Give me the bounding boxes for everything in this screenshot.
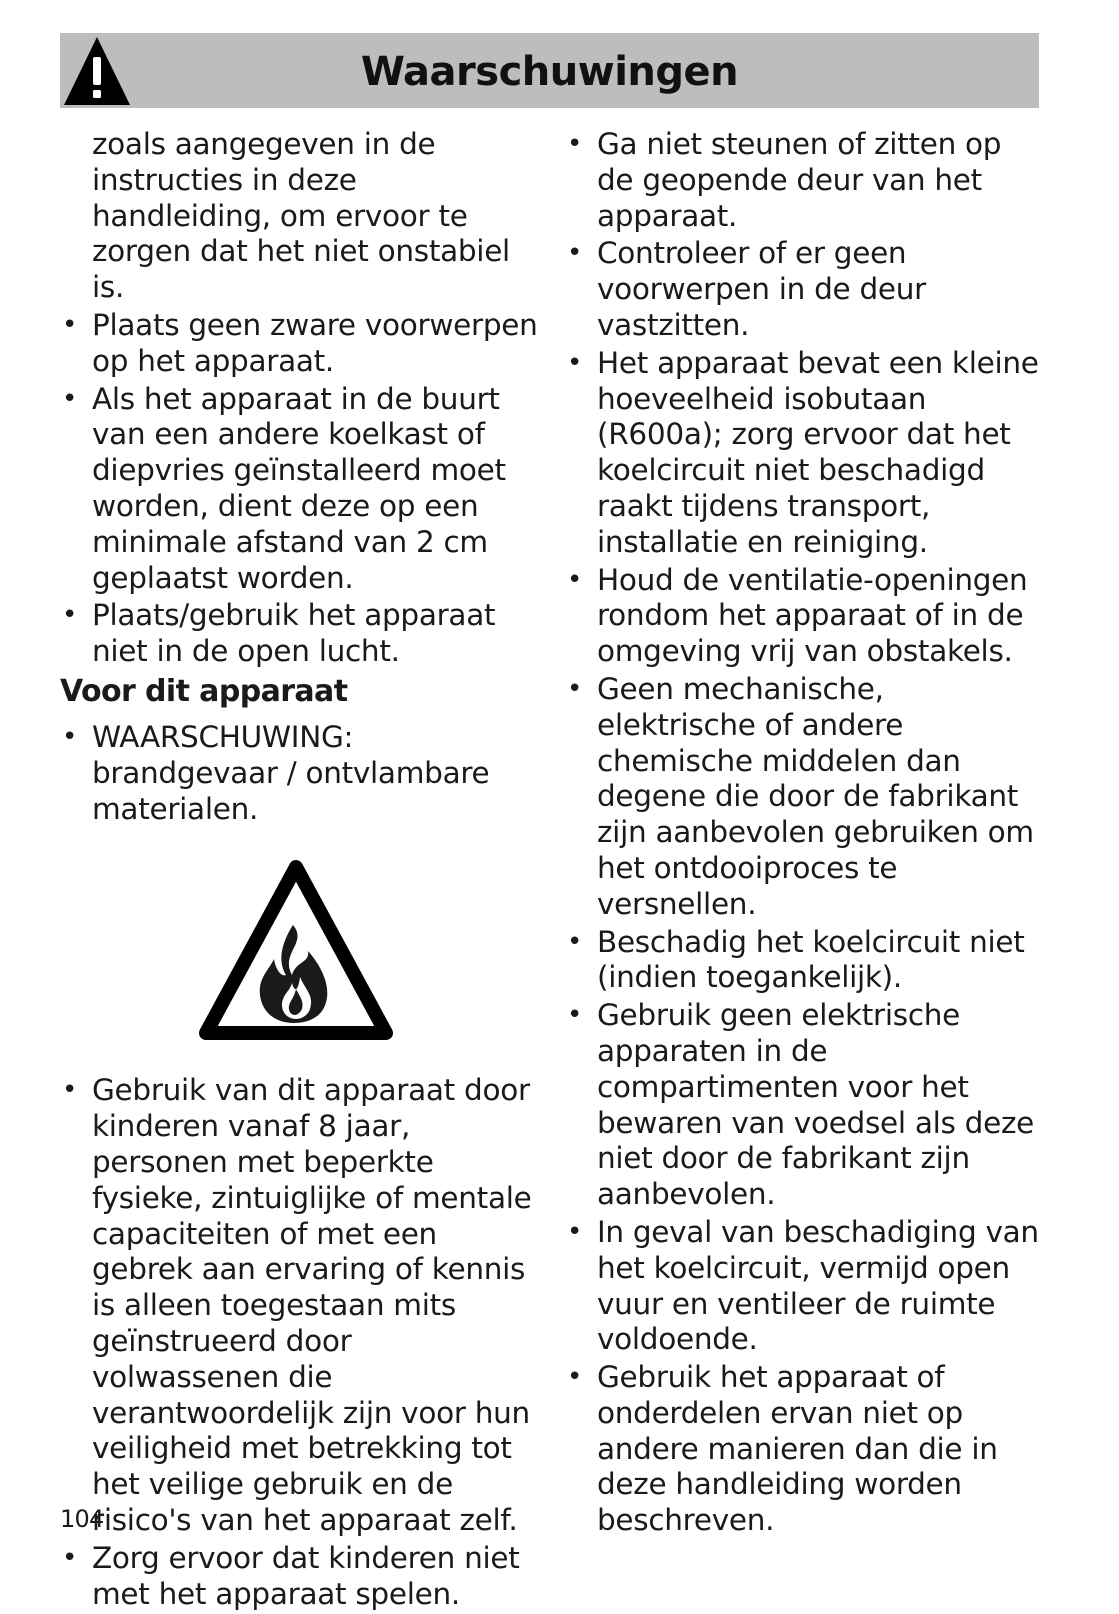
left-column <box>60 127 540 1614</box>
list-item: • Plaats geen zware voorwerpen op het apparaat. <box>60 308 540 380</box>
flammable-warning-icon <box>196 855 396 1045</box>
list-item: • In geval van beschadiging van het koelcircuit, vermijd open vuur en ventileer de ruimte voldoende. <box>565 1215 1045 1358</box>
list-item: • Controleer of er geen voorwerpen in de deur vastzitten. <box>565 236 1045 343</box>
intro-continuation: zoals aangegeven in de instructies in deze handleiding, om ervoor te zorgen dat het niet onstabiel is. <box>92 127 510 305</box>
warning-list-item: • WAARSCHUWING: brandgevaar / ontvlambare materialen. <box>60 720 540 827</box>
list-item: • Zorg ervoor dat kinderen niet met het apparaat spelen. <box>60 1541 540 1613</box>
list-item: • Als het apparaat in de buurt van een andere koelkast of diepvries geïnstalleerd moet worden, dient deze op een minimale afstand van 2 cm geplaatst worden. <box>60 382 540 597</box>
list-item: • Gebruik geen elektrische apparaten in de compartimenten voor het bewaren van voedsel als deze niet door de fabrikant zijn aanbevolen. <box>565 998 1045 1213</box>
list-item: • Beschadig het koelcircuit niet (indien toegankelijk). <box>565 925 1045 997</box>
list-item: • Plaats/gebruik het apparaat niet in de open lucht. <box>60 598 540 670</box>
section-header <box>60 33 1039 108</box>
subheading: Voor dit apparaat <box>60 673 348 709</box>
list-item: • Ga niet steunen of zitten op de geopende deur van het apparaat. <box>565 127 1045 234</box>
list-item: • Gebruik van dit apparaat door kinderen vanaf 8 jaar, personen met beperkte fysieke, zintuiglijke of mentale capaciteiten of met een gebrek aan ervaring of kennis is alleen toegestaan mits geïnstrueerd door volwassenen die verantwoordelijk zijn voor hun veiligheid met betrekking tot het veilige gebruik en de risico's van het apparaat zelf. <box>60 1073 540 1538</box>
page-title: Waarschuwingen <box>360 49 739 95</box>
list-item: • Geen mechanische, elektrische of andere chemische middelen dan degene die door de fabrikant zijn aanbevolen gebruiken om het ontdooiproces te versnellen. <box>565 672 1045 923</box>
list-item: • Gebruik het apparaat of onderdelen ervan niet op andere manieren dan die in deze handleiding worden beschreven. <box>565 1360 1045 1539</box>
list-item: • Het apparaat bevat een kleine hoeveelheid isobutaan (R600a); zorg ervoor dat het koelcircuit niet beschadigd raakt tijdens transport, installatie en reiniging. <box>565 346 1045 561</box>
list-item: • Houd de ventilatie-openingen rondom het apparaat of in de omgeving vrij van obstakels. <box>565 563 1045 670</box>
page-number: 104 <box>60 1505 104 1533</box>
flammable-symbol <box>60 855 540 1053</box>
right-column <box>565 127 1045 1541</box>
